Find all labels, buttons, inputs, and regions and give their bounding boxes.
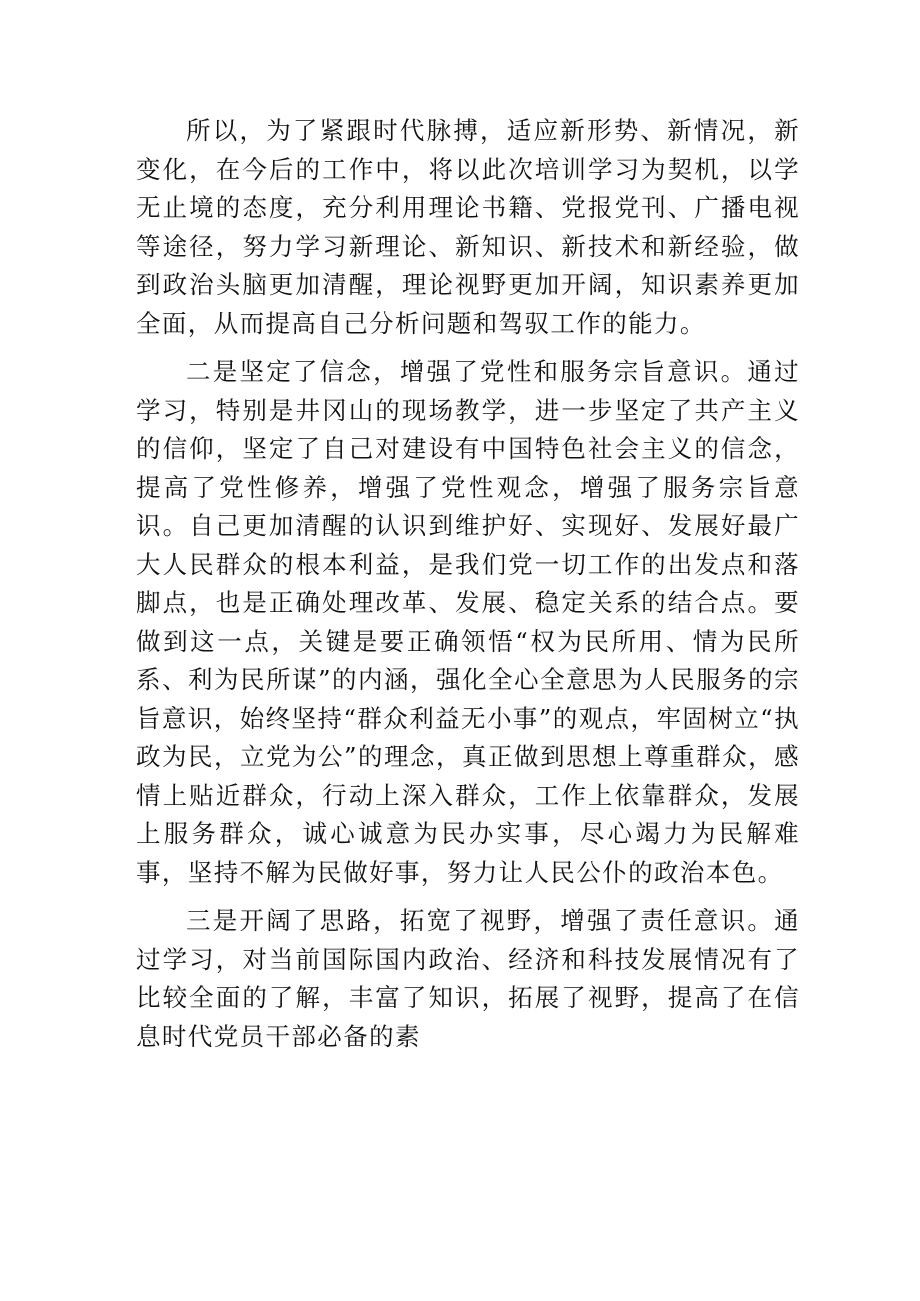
document-body <box>136 112 800 1066</box>
paragraph-point-two: 二是坚定了信念，增强了党性和服务宗旨意识。通过学习，特别是井冈山的现场教学，进一步坚定了共产主义的信仰，坚定了自己对建设有中国特色社会主义的信念，提高了党性修养，增强了党性观念，增强了服务宗旨意识。自己更加清醒的认识到维护好、实现好、发展好最广大人民群众的根本利益，是我们党一切工作的出发点和落脚点，也是正确处理改革、发展、稳定关系的结合点。要做到这一点，关键是要正确领悟“权为民所用、情为民所系、利为民所谋”的内涵，强化全心全意思为人民服务的宗旨意识，始终坚持“群众利益无小事”的观点，牢固树立“执政为民，立党为公”的理念，真正做到思想上尊重群众，感情上贴近群众，行动上深入群众，工作上依靠群众，发展上服务群众，诚心诚意为民办实事，尽心竭力为民解难事，坚持不解为民做好事，努力让人民公仆的政治本色。 <box>136 357 800 887</box>
paragraph-closing-first-point: 所以，为了紧跟时代脉搏，适应新形势、新情况，新变化，在今后的工作中，将以此次培训学习为契机，以学无止境的态度，充分利用理论书籍、党报党刊、广播电视等途径，努力学习新理论、新知识、新技术和新经验，做到政治头脑更加清醒，理论视野更加开阔，知识素养更加全面，从而提高自己分析问题和驾驭工作的能力。 <box>136 116 800 338</box>
paragraph-point-three: 三是开阔了思路，拓宽了视野，增强了责任意识。通过学习，对当前国际国内政治、经济和科技发展情况有了比较全面的了解，丰富了知识，拓展了视野，提高了在信息时代党员干部必备的素 <box>136 906 800 1051</box>
